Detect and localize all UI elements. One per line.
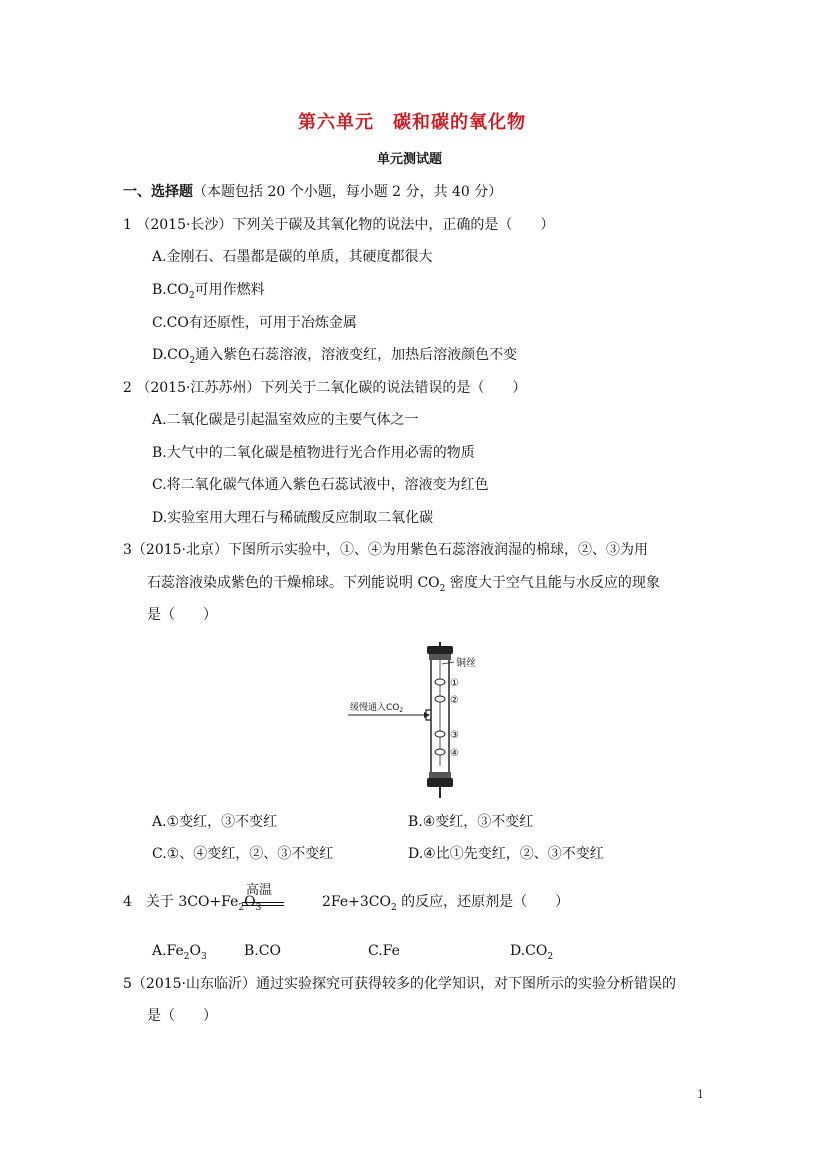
q1-option-c: C.CO有还原性，可用于冶炼金属 [152,315,357,331]
tube-bottom-cap [429,772,451,778]
q1-option-b [152,282,265,301]
q4-reaction-condition: 高温 [246,883,273,898]
cotton-ball-2 [435,696,445,702]
q3-option-d: D.④比①先变红，②、③不变红 [408,846,604,862]
cotton-ball-3 [435,731,445,737]
label-copper-wire: 铜丝 [456,658,476,669]
wire-label-leader [442,662,454,664]
q5-stem-line2: 是（ ） [147,1008,217,1024]
subscript: 2 [188,290,195,301]
q3-stem-line1: 3（2015·北京）下图所示实验中，①、④为用紫色石蕊溶液润湿的棉球，②、③为用 [123,542,648,558]
subscript: 2 [439,583,446,594]
subscript: 2 [189,355,196,366]
q1-option-a: A.金刚石、石墨都是碳的单质，其硬度都很大 [152,249,433,265]
doc-subtitle: 单元测试题 [377,152,443,167]
tube-bottom-stopper [427,778,453,787]
q2-option-a: A.二氧化碳是引起温室效应的主要气体之一 [152,412,419,428]
subscript: 2 [390,902,397,913]
page-number: 1 [697,1088,704,1101]
cotton-ball-1 [435,679,445,685]
text: 密度大于空气且能与水反应的现象 [445,575,660,591]
text: O [189,943,202,959]
q2-option-d: D.实验室用大理石与稀硫酸反应制取二氧化碳 [152,510,434,526]
label-gas-sub: 2 [399,707,404,714]
text: O [244,894,256,910]
section-note: （本题包括 20 个小题，每小题 2 分，共 40 分） [193,184,503,200]
gas-arrow-head [424,712,430,718]
label-ball-2: ② [450,695,459,706]
label-ball-4: ④ [450,748,459,759]
text: D.CO [152,347,190,363]
text: 可用作燃料 [194,282,265,298]
label-ball-1: ① [450,678,459,689]
q1-option-d [152,347,518,366]
text: B.CO [152,282,189,298]
q4-option-d [510,943,554,962]
text: 的反应，还原剂是（ ） [396,894,570,910]
text: 2Fe+3CO [322,894,391,910]
subscript: 3 [201,951,207,962]
q4-option-b: B.CO [244,943,281,959]
q3-stem-line3: 是（ ） [147,607,217,623]
subscript: 2 [238,902,245,913]
q4-stem-left [123,894,262,913]
q4-option-a [152,943,207,962]
text: 石蕊溶液染成紫色的干燥棉球。下列能说明 CO [147,575,440,591]
tube-top-stopper [427,646,453,654]
text: D.CO [510,943,548,959]
section-label: 一、选择题 [123,184,193,200]
cotton-ball-4 [435,749,445,755]
q4-option-c: C.Fe [368,943,400,959]
label-ball-3: ③ [450,730,459,741]
q3-stem-line2 [147,575,660,594]
text: A.Fe [152,943,184,959]
q3-option-c: C.①、④变红，②、③不变红 [152,846,334,862]
q3-option-b: B.④变红，③不变红 [408,814,534,830]
doc-title: 第六单元 碳和碳的氧化物 [298,112,526,133]
q3-figure [340,642,490,798]
text: 通入紫色石蕊溶液，溶液变红，加热后溶液颜色不变 [195,347,518,363]
q5-stem-line1: 5（2015·山东临沂）通过实验探究可获得较多的化学知识，对下图所示的实验分析错误的 [123,976,676,992]
q1-stem: 1 （2015·长沙）下列关于碳及其氧化物的说法中，正确的是（ ） [123,217,555,233]
tube-top-cap [429,654,451,660]
q2-option-c: C.将二氧化碳气体通入紫色石蕊试液中，溶液变为红色 [152,477,489,493]
section-heading [123,185,502,199]
subscript: 2 [547,951,554,962]
q4-stem-right [322,894,570,913]
q2-stem: 2 （2015·江苏苏州）下列关于二氧化碳的说法错误的是（ ） [123,380,527,396]
q4-reaction-bar [242,902,284,903]
subscript: 3 [255,902,262,913]
q2-option-b: B.大气中的二氧化碳是植物进行光合作用必需的物质 [152,445,475,461]
label-gas-text: 缓慢通入CO [350,703,400,713]
subscript: 2 [183,951,190,962]
q4-reaction-bar [242,905,284,906]
text: 4 关于 3CO+Fe [123,894,239,910]
label-gas-inlet [350,701,403,714]
q3-option-a: A.①变红，③不变红 [152,814,278,830]
